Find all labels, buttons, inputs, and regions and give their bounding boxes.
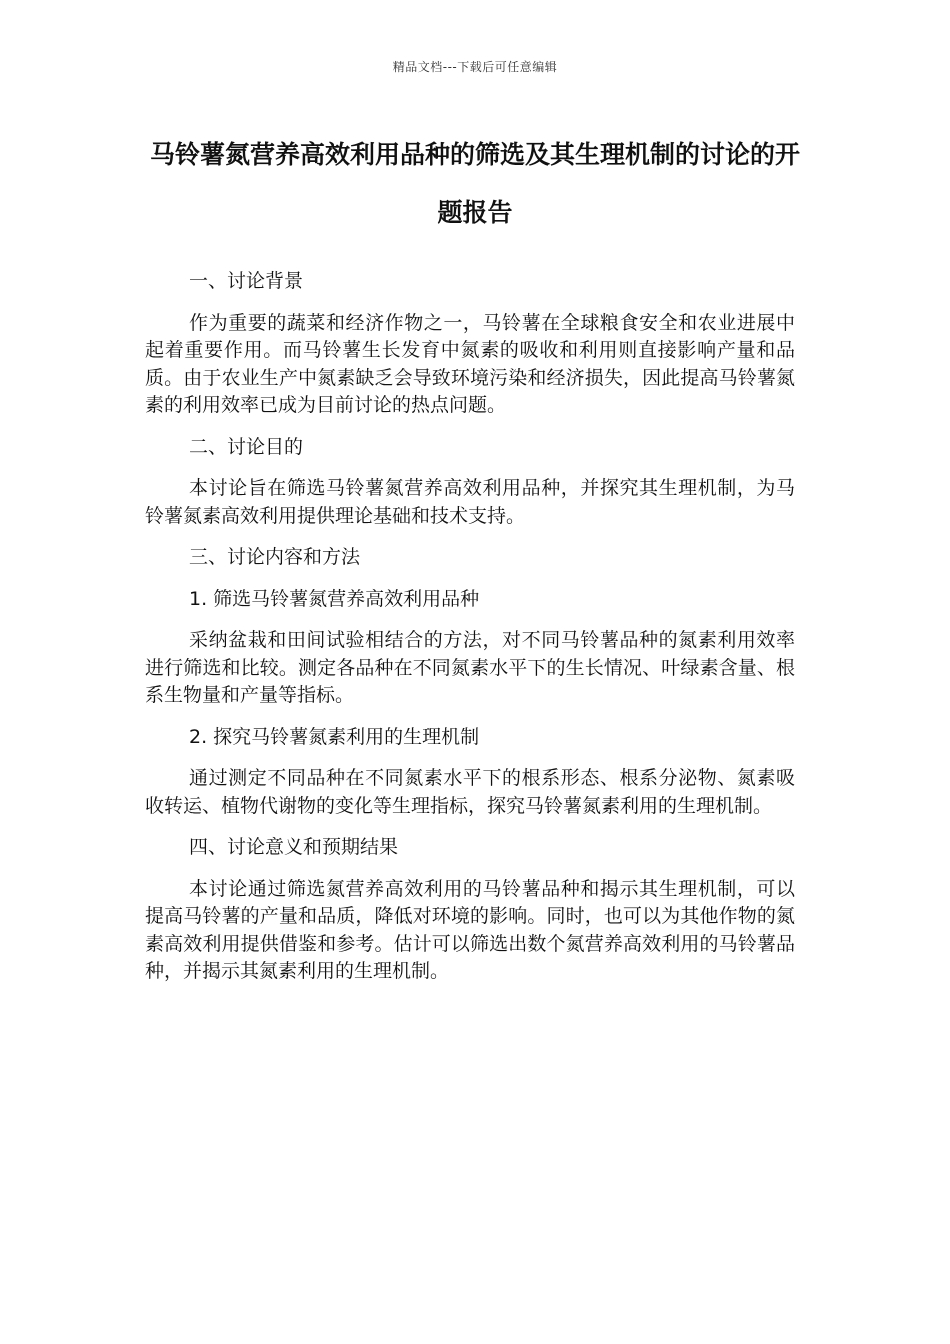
subsection-heading-mechanism: 2. 探究马铃薯氮素利用的生理机制 (189, 725, 480, 748)
paragraph-purpose: 本讨论旨在筛选马铃薯氮营养高效利用品种，并探究其生理机制，为马铃薯氮素高效利用提供理论基础和技术支持。 (145, 477, 795, 527)
subsection-heading-screening: 1. 筛选马铃薯氮营养高效利用品种 (189, 587, 480, 610)
document-body (145, 268, 795, 1000)
section-heading-purpose: 二、讨论目的 (189, 435, 304, 458)
paragraph-background: 作为重要的蔬菜和经济作物之一，马铃薯在全球粮食安全和农业进展中起着重要作用。而马铃薯生长发育中氮素的吸收和利用则直接影响产量和品质。由于农业生产中氮素缺乏会导致环境污染和经济损失，因此提高马铃薯氮素的利用效率已成为目前讨论的热点问题。 (145, 311, 795, 416)
section-heading-content-methods: 三、讨论内容和方法 (189, 546, 361, 568)
paragraph-mechanism: 通过测定不同品种在不同氮素水平下的根系形态、根系分泌物、氮素吸收转运、植物代谢物的变化等生理指标，探究马铃薯氮素利用的生理机制。 (145, 767, 795, 817)
paragraph-screening: 采纳盆栽和田间试验相结合的方法，对不同马铃薯品种的氮素利用效率进行筛选和比较。测定各品种在不同氮素水平下的生长情况、叶绿素含量、根系生物量和产量等指标。 (145, 629, 795, 706)
section-heading-significance: 四、讨论意义和预期结果 (189, 836, 399, 858)
header-note: 精品文档---下载后可任意编辑 (392, 60, 558, 74)
section-heading-background: 一、讨论背景 (189, 270, 304, 292)
document-title: 马铃薯氮营养高效利用品种的筛选及其生理机制的讨论的开题报告 (149, 140, 800, 227)
paragraph-significance: 本讨论通过筛选氮营养高效利用的马铃薯品种和揭示其生理机制，可以提高马铃薯的产量和品质，降低对环境的影响。同时，也可以为其他作物的氮素高效利用提供借鉴和参考。估计可以筛选出数个氮营养高效利用的马铃薯品种，并揭示其氮素利用的生理机制。 (145, 877, 795, 982)
